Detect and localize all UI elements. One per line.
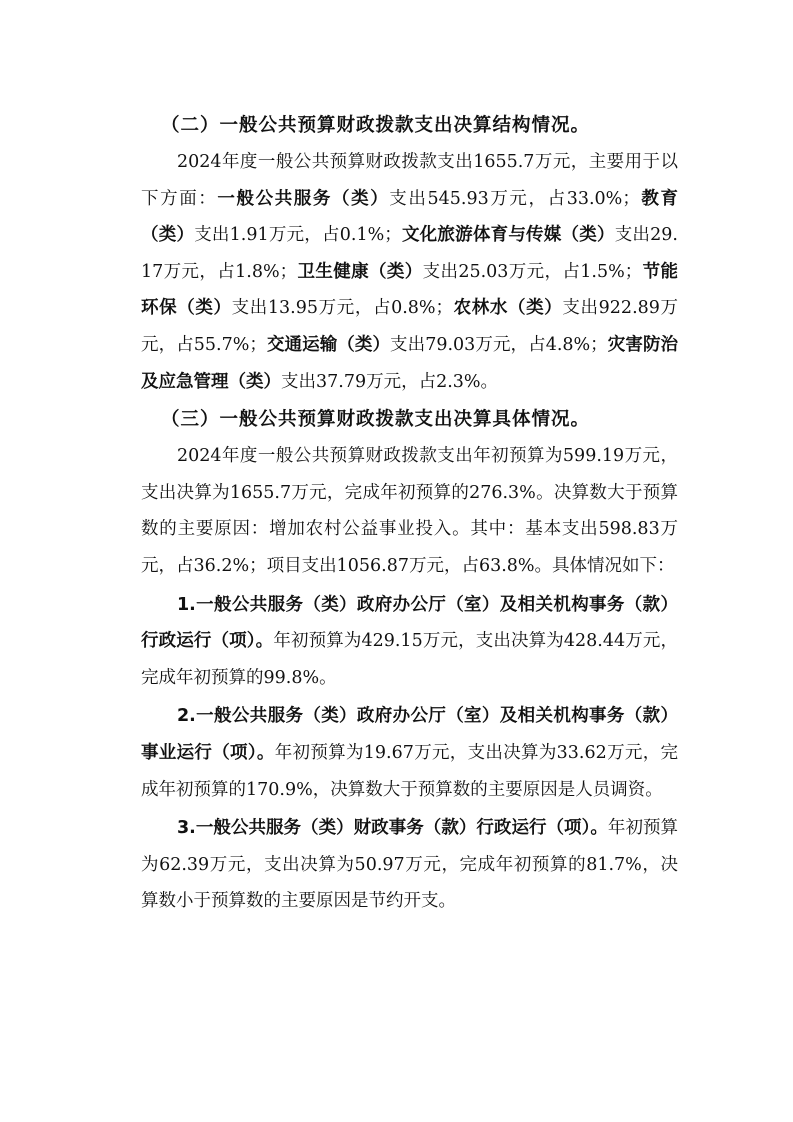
detail-item-2-title: 2.一般公共服务（类）政府办公厅（室）及相关机构事务（款）事业运行（项）。: [141, 706, 678, 763]
detail-item-2-text: 年初预算为19.67万元，支出决算为33.62万元，完成年初预算的170.9%，决算数大于预算数的主要原因是人员调资。: [141, 742, 679, 800]
category-name-transportation: 交通运输（类）: [266, 334, 391, 355]
category-name-energy-environment: 节能环保（类）: [141, 261, 678, 319]
detail-item-3-title: 3.一般公共服务（类）财政事务（款）行政运行（项）。: [177, 818, 608, 839]
section-3-heading: （三）一般公共预算财政拨款支出决算具体情况。: [161, 409, 591, 431]
category-value-agriculture-forestry-water: 支出922.89万元，占55.7%；: [141, 298, 679, 355]
category-name-agriculture-forestry-water: 农林水（类）: [453, 298, 563, 319]
category-value-transportation: 支出79.03万元，占4.8%；: [390, 334, 608, 355]
detail-item-1-text: 年初预算为429.15万元，支出决算为428.44万元，完成年初预算的99.8%。: [141, 631, 679, 688]
category-name-disaster-prevention: 灾害防治及应急管理（类）: [141, 334, 679, 392]
category-value-general-public-services: 支出545.93万元，占33.0%；: [389, 188, 640, 209]
section-2-heading: （二）一般公共预算财政拨款支出决算结构情况。: [161, 115, 591, 136]
category-value-health: 支出25.03万元，占1.5%；: [422, 261, 643, 282]
detail-item-3-text: 年初预算为62.39万元，支出决算为50.97万元，完成年初预算的81.7%，决算数小于预算数的主要原因是节约开支。: [141, 818, 679, 912]
detail-item-2: [141, 698, 678, 808]
detail-item-1: [141, 587, 678, 697]
detail-item-3: [141, 810, 678, 920]
category-value-culture-tourism-sports-media: 支出29.17万元，占1.8%；: [141, 225, 678, 282]
category-name-general-public-services: 一般公共服务（类）: [217, 188, 390, 209]
category-value-energy-environment: 支出13.95万元，占0.8%；: [231, 298, 454, 319]
section-2-intro: 2024年度一般公共预算财政拨款支出1655.7万元，主要用于以下方面：: [141, 152, 678, 209]
section-3-intro: 2024年度一般公共预算财政拨款支出年初预算为599.19万元，支出决算为1655.7万元，完成年初预算的276.3%。决算数大于预算数的主要原因：增加农村公益事业投入。其中：基本支出598.83万元，占36.2%；项目支出1056.87万元，占63.8%。具体情况如下：: [141, 446, 678, 576]
category-name-culture-tourism-sports-media: 文化旅游体育与传媒（类）: [401, 225, 615, 246]
detail-item-1-title: 1.一般公共服务（类）政府办公厅（室）及相关机构事务（款）行政运行（项）。: [141, 594, 678, 652]
category-value-education: 支出1.91万元，占0.1%；: [194, 225, 402, 246]
category-name-health: 卫生健康（类）: [297, 261, 423, 282]
section-2-paragraph: [141, 144, 678, 400]
category-value-disaster-prevention: 支出37.79万元，占2.3%。: [281, 371, 499, 392]
document-page: [141, 108, 678, 920]
category-name-education: 教育（类）: [141, 188, 679, 246]
